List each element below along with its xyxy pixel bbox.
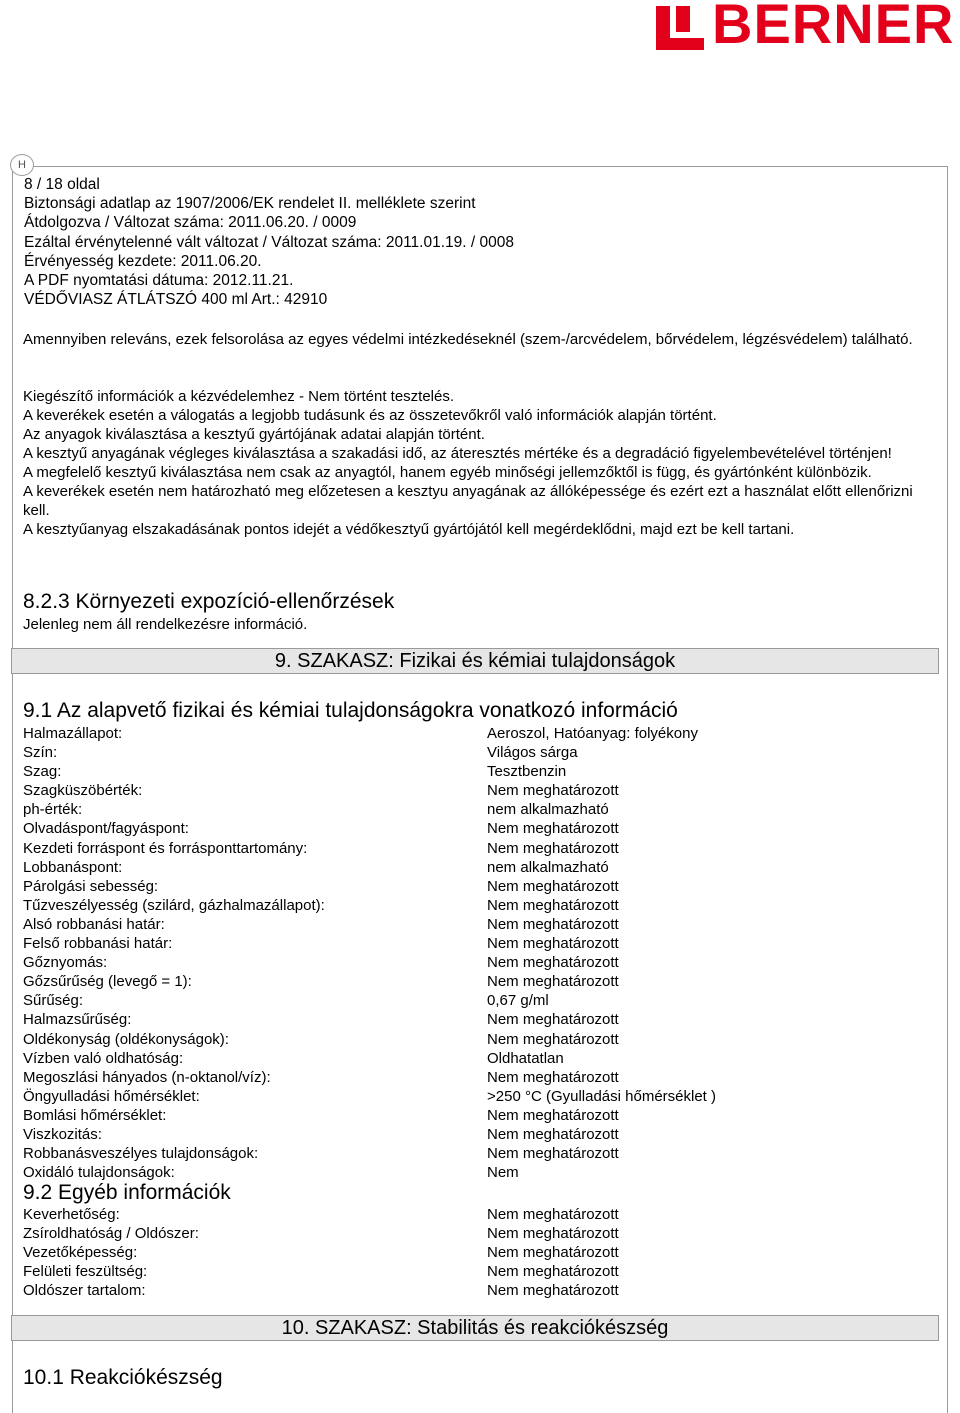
property-row: [23, 953, 933, 972]
property-value: Nem meghatározott: [487, 915, 619, 933]
regulation-line: Biztonsági adatlap az 1907/2006/EK rendelet II. melléklete szerint: [24, 195, 476, 213]
logo-wordmark: BERNER: [712, 0, 955, 55]
berner-logo: [654, 2, 960, 54]
other-property-row: [23, 1281, 933, 1300]
property-row: [23, 839, 933, 858]
property-row: [23, 743, 933, 762]
page-number: 8 / 18 oldal: [24, 176, 100, 193]
validity-line: Érvényesség kezdete: 2011.06.20.: [24, 252, 262, 270]
property-value: >250 °C (Gyulladási hőmérséklet ): [487, 1087, 717, 1105]
property-label: Oldékonyság (oldékonyságok):: [23, 1030, 229, 1048]
property-label: Alsó robbanási határ:: [23, 915, 165, 933]
language-tag: H: [10, 154, 34, 176]
other-property-value: Nem meghatározott: [487, 1225, 619, 1243]
property-row: [23, 1049, 933, 1068]
property-value: Világos sárga: [487, 744, 578, 762]
property-value: Nem meghatározott: [487, 1011, 619, 1029]
section-91-heading: 9.1 Az alapvető fizikai és kémiai tulajdonságokra vonatkozó információ: [23, 699, 678, 722]
glove-para: A megfelelő kesztyű kiválasztása nem csak az anyagtól, hanem egyéb minőségi jellemzőktől is függ, és gyártónként különbözik.: [23, 464, 872, 481]
property-value: Oldhatatlan: [487, 1049, 564, 1067]
section-10-banner: 10. SZAKASZ: Stabilitás és reakciókészség: [11, 1315, 939, 1341]
property-row: [23, 1068, 933, 1087]
property-label: Felső robbanási határ:: [23, 935, 173, 953]
property-label: Vízben való oldhatóság:: [23, 1049, 184, 1067]
property-value: Nem meghatározott: [487, 954, 619, 972]
property-row: [23, 896, 933, 915]
property-row: [23, 819, 933, 838]
glove-info-block: [23, 387, 933, 539]
property-label: ph-érték:: [23, 801, 83, 819]
property-label: Oxidáló tulajdonságok:: [23, 1164, 175, 1182]
glove-para: Az anyagok kiválasztása a kesztyű gyártójának adatai alapján történt.: [23, 426, 485, 443]
other-info-table: [23, 1205, 933, 1300]
property-value: Nem meghatározott: [487, 877, 619, 895]
property-label: Tűzveszélyesség (szilárd, gázhalmazállapot):: [23, 896, 325, 914]
property-row: [23, 972, 933, 991]
property-label: Gőznyomás:: [23, 954, 108, 972]
property-label: Robbanásveszélyes tulajdonságok:: [23, 1145, 259, 1163]
property-value: Nem meghatározott: [487, 782, 619, 800]
property-row: [23, 1087, 933, 1106]
property-label: Halmazsűrűség:: [23, 1011, 132, 1029]
property-value: Nem meghatározott: [487, 1068, 619, 1086]
property-row: [23, 934, 933, 953]
other-property-row: [23, 1262, 933, 1281]
property-label: Sűrűség:: [23, 992, 84, 1010]
property-value: 0,67 g/ml: [487, 992, 549, 1010]
property-label: Megoszlási hányados (n-oktanol/víz):: [23, 1068, 271, 1086]
other-property-value: Nem meghatározott: [487, 1282, 619, 1300]
property-value: Nem meghatározott: [487, 973, 619, 991]
section-823-text: Jelenleg nem áll rendelkezésre információ.: [23, 616, 308, 633]
property-label: Lobbanáspont:: [23, 858, 123, 876]
other-property-label: Vezetőképesség:: [23, 1244, 138, 1262]
glove-para: A keverékek esetén a válogatás a legjobb tudásunk és az összetevőkről való információk alapján történt.: [23, 407, 717, 424]
other-property-label: Zsíroldhatóság / Oldószer:: [23, 1225, 199, 1243]
print-date-line: A PDF nyomtatási dátuma: 2012.11.21.: [24, 272, 294, 290]
property-value: Nem meghatározott: [487, 839, 619, 857]
property-row: [23, 1030, 933, 1049]
property-value: Nem meghatározott: [487, 1125, 619, 1143]
property-label: Halmazállapot:: [23, 725, 123, 742]
property-value: Nem meghatározott: [487, 1106, 619, 1124]
property-label: Szagküszöbérték:: [23, 782, 143, 800]
properties-table: [23, 724, 933, 1182]
property-label: Bomlási hőmérséklet:: [23, 1106, 167, 1124]
property-row: [23, 781, 933, 800]
property-label: Párolgási sebesség:: [23, 877, 159, 895]
property-label: Olvadáspont/fagyáspont:: [23, 820, 189, 838]
other-property-value: Nem meghatározott: [487, 1263, 619, 1281]
intro-text: Amennyiben releváns, ezek felsorolása az egyes védelmi intézkedéseknél (szem-/arcvédelem, bőrvédelem, légzésvédelem) található.: [23, 331, 913, 348]
property-value: nem alkalmazható: [487, 801, 609, 819]
other-property-label: Felületi feszültség:: [23, 1263, 148, 1281]
revision-line: Átdolgozva / Változat száma: 2011.06.20. / 0009: [24, 214, 357, 232]
section-9-banner: 9. SZAKASZ: Fizikai és kémiai tulajdonságok: [11, 648, 939, 674]
property-label: Szín:: [23, 744, 58, 762]
property-label: Gőzsűrűség (levegő = 1):: [23, 973, 192, 991]
other-property-label: Oldószer tartalom:: [23, 1282, 146, 1300]
property-label: Viszkozitás:: [23, 1125, 102, 1143]
other-property-row: [23, 1224, 933, 1243]
property-row: [23, 762, 933, 781]
document-header: [24, 175, 514, 309]
section-823-heading: 8.2.3 Környezeti expozíció-ellenőrzések: [23, 590, 395, 613]
property-value: Nem meghatározott: [487, 820, 619, 838]
property-row: [23, 800, 933, 819]
product-line: VÉDŐVIASZ ÁTLÁTSZÓ 400 ml Art.: 42910: [24, 291, 328, 309]
property-value: Nem meghatározott: [487, 1030, 619, 1048]
other-property-value: Nem meghatározott: [487, 1206, 619, 1223]
property-value: nem alkalmazható: [487, 858, 609, 876]
property-row: [23, 915, 933, 934]
other-property-row: [23, 1243, 933, 1262]
property-value: Nem meghatározott: [487, 896, 619, 914]
other-property-value: Nem meghatározott: [487, 1244, 619, 1262]
property-label: Öngyulladási hőmérséklet:: [23, 1087, 200, 1105]
glove-para: A kesztyű anyagának végleges kiválasztása a szakadási idő, az áteresztés mértéke és a degradáció figyelembevételével történjen!: [23, 445, 892, 462]
superseded-line: Ezáltal érvénytelenné vált változat / Változat száma: 2011.01.19. / 0008: [24, 233, 514, 251]
section-101-heading: 10.1 Reakciókészség: [23, 1366, 223, 1389]
property-row: [23, 724, 933, 743]
property-value: Nem: [487, 1164, 519, 1182]
property-label: Szag:: [23, 763, 62, 781]
property-value: Nem meghatározott: [487, 935, 619, 953]
property-row: [23, 1144, 933, 1163]
section-92-heading: 9.2 Egyéb információk: [23, 1181, 231, 1204]
property-value: Aeroszol, Hatóanyag: folyékony: [487, 725, 698, 742]
property-row: [23, 858, 933, 877]
glove-para: Kiegészítő információk a kézvédelemhez - Nem történt tesztelés.: [23, 388, 455, 405]
berner-logo-mark-icon: [656, 6, 704, 50]
property-label: Kezdeti forráspont és forrásponttartomány:: [23, 839, 308, 857]
property-value: Nem meghatározott: [487, 1145, 619, 1163]
property-row: [23, 991, 933, 1010]
property-row: [23, 1125, 933, 1144]
other-property-row: [23, 1205, 933, 1224]
property-value: Tesztbenzin: [487, 763, 567, 781]
property-row: [23, 1010, 933, 1029]
property-row: [23, 1106, 933, 1125]
intro-paragraph: [23, 330, 933, 349]
glove-para: A kesztyűanyag elszakadásának pontos idejét a védőkesztyű gyártójától kell megérdeklődni, majd ezt be kell tartani.: [23, 521, 795, 538]
glove-para: A keverékek esetén nem határozható meg előzetesen a kesztyu anyagának az állóképessége és ezért ezt a használat előtt ellenőrizni kell.: [23, 483, 913, 519]
other-property-label: Keverhetőség:: [23, 1206, 120, 1223]
property-row: [23, 877, 933, 896]
